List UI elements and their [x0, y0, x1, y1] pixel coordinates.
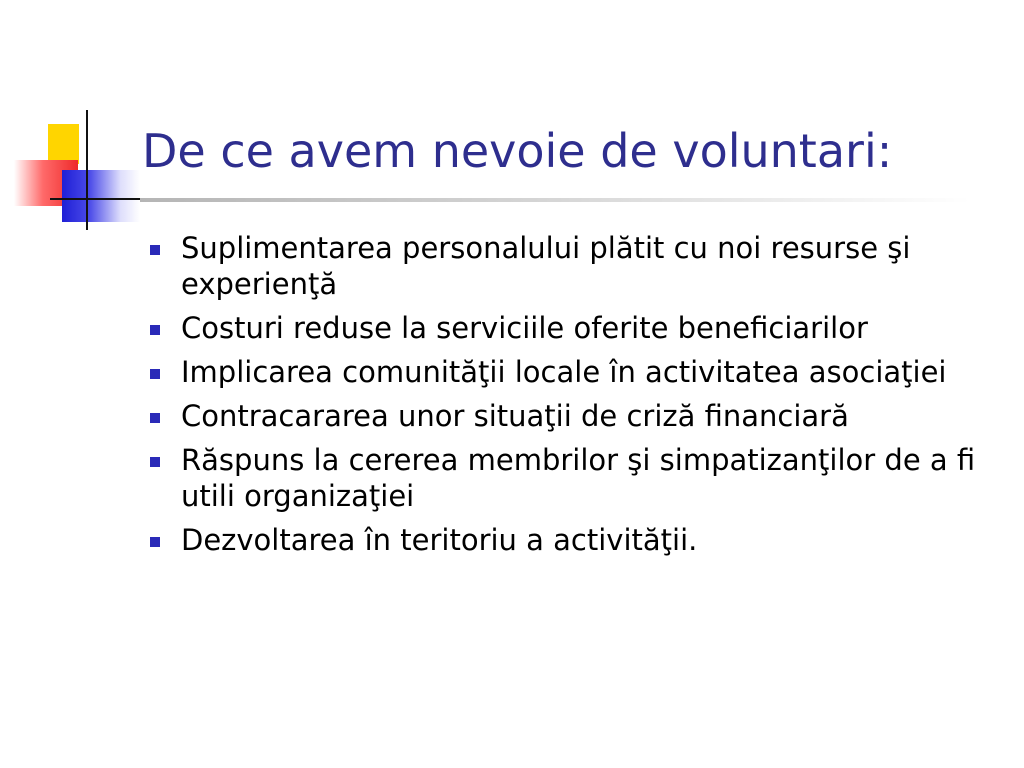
- title-underline: [140, 198, 970, 202]
- blue-square: [62, 170, 140, 222]
- horizontal-line: [50, 198, 140, 200]
- bullet-item: [150, 522, 1010, 558]
- bullet-item: [150, 354, 1010, 390]
- square-bullet-icon: [150, 457, 160, 467]
- bullet-text: Costuri reduse la serviciile oferite beneficiarilor: [181, 311, 868, 345]
- square-bullet-icon: [150, 537, 160, 547]
- bullet-text: Contracararea unor situaţii de criză financiară: [181, 399, 849, 433]
- bullet-item: [150, 442, 1010, 514]
- bullet-text: Dezvoltarea în teritoriu a activităţii.: [181, 523, 698, 557]
- square-bullet-icon: [150, 369, 160, 379]
- slide-title: De ce avem nevoie de voluntari:: [142, 124, 893, 178]
- colored-squares-logo-icon: [0, 0, 150, 240]
- yellow-square: [48, 124, 79, 164]
- bullet-item: [150, 230, 1010, 302]
- square-bullet-icon: [150, 245, 160, 255]
- square-bullet-icon: [150, 413, 160, 423]
- square-bullet-icon: [150, 325, 160, 335]
- bullet-item: [150, 310, 1010, 346]
- vertical-line: [86, 110, 88, 230]
- bullet-text: Suplimentarea personalului plătit cu noi resurse şi experienţă: [181, 231, 911, 301]
- bullet-text: Implicarea comunităţii locale în activitatea asociaţiei: [181, 355, 947, 389]
- bullet-text: Răspuns la cererea membrilor şi simpatizanţilor de a fi utili organizaţiei: [181, 443, 976, 513]
- bullet-item: [150, 398, 1010, 434]
- bullet-list: [150, 230, 1010, 566]
